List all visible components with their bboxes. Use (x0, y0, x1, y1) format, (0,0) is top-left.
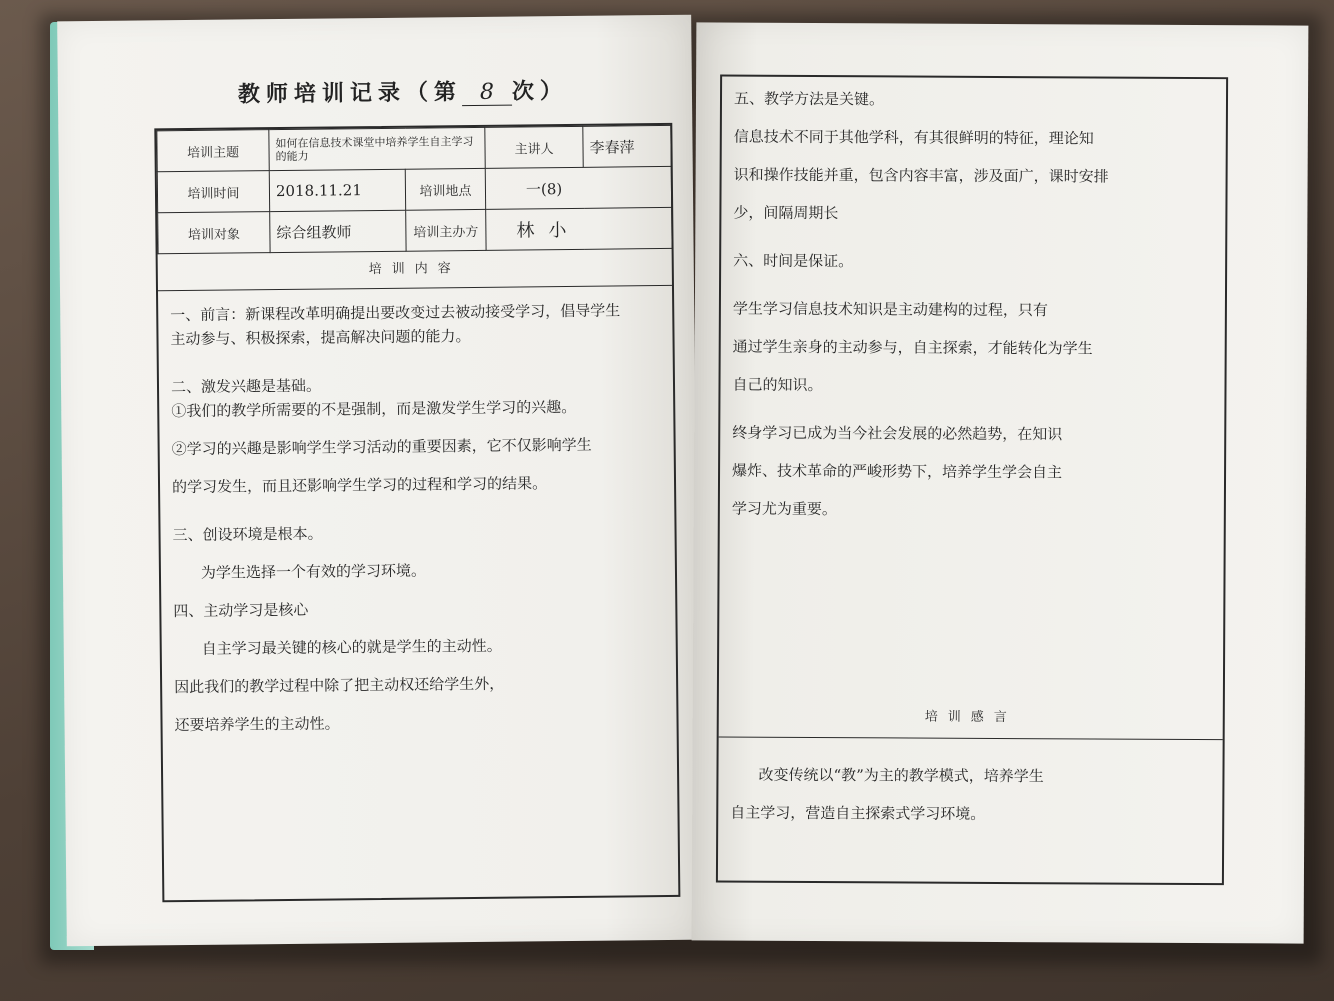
info-row-topic (157, 125, 671, 171)
content-line: 为学生选择一个有效的学习环境。 (200, 561, 427, 582)
content-line: ②学习的兴趣是影响学生学习活动的重要因素，它不仅影响学生 (171, 435, 592, 459)
content-line: 四、主动学习是核心 (173, 600, 309, 621)
content-line: 六、时间是保证。 (733, 251, 854, 271)
time-value: 2018.11.21 (269, 169, 405, 211)
feelings-line: 改变传统以“教”为主的教学模式，培养学生 (758, 765, 1044, 786)
content-body-left (158, 286, 677, 737)
content-line: 终身学习已成为当今社会发展的必然趋势，在知识 (732, 423, 1063, 444)
content-line: 一、前言：新课程改革明确提出要改变过去被动接受学习，倡导学生 (170, 301, 621, 325)
content-line: 二、激发兴趣是基础。 (170, 376, 322, 397)
info-table (156, 125, 672, 254)
content-heading: 培训内容 (158, 249, 672, 291)
content-line: 自主学习最关键的核心的就是学生的主动性。 (201, 636, 502, 658)
record-form (154, 123, 680, 902)
place-label: 培训地点 (405, 168, 485, 210)
record-title (238, 74, 578, 109)
audience-value: 综合组教师 (270, 210, 406, 252)
time-label: 培训时间 (157, 171, 269, 213)
record-form-continued (716, 75, 1228, 886)
speaker-value: 李春萍 (583, 125, 671, 167)
organizer-label: 培训主办方 (406, 209, 486, 251)
training-session-number: 8 (462, 80, 512, 107)
speaker-label: 主讲人 (485, 126, 583, 168)
info-row-time (157, 166, 671, 212)
content-line: 信息技术不同于其他学科，有其很鲜明的特征，理论知 (733, 127, 1094, 148)
content-line: 五、教学方法是关键。 (733, 89, 885, 109)
content-line: 的学习发生，而且还影响学生学习的过程和学习的结果。 (171, 474, 548, 497)
content-line: 通过学生亲身的主动参与，自主探索，才能转化为学生 (732, 337, 1093, 358)
topic-label: 培训主题 (157, 130, 269, 172)
content-body-right (720, 77, 1226, 524)
left-page (57, 15, 701, 947)
title-suffix: 次） (511, 79, 569, 105)
organizer-value: 林小 (486, 207, 672, 250)
feelings-body (718, 753, 1222, 838)
title-prefix: 教师培训记录（第 (237, 80, 463, 108)
audience-label: 培训对象 (158, 212, 270, 254)
place-value: 一(8) (485, 166, 671, 209)
content-line: 爆炸、技术革命的严峻形势下，培养学生学会自主 (732, 461, 1063, 482)
right-page (692, 22, 1309, 943)
content-line: ①我们的教学所需要的不是强制，而是激发学生学习的兴趣。 (171, 397, 577, 421)
content-line: 识和操作技能并重，包含内容丰富，涉及面广，课时安排 (733, 165, 1109, 186)
content-line: 少，间隔周期长 (733, 203, 839, 223)
content-line: 三、创设环境是根本。 (172, 524, 323, 545)
content-line: 学习尤为重要。 (731, 499, 837, 519)
content-line: 学生学习信息技术知识是主动建构的过程，只有 (732, 299, 1048, 320)
content-line: 主动参与、积极探索，提高解决问题的能力。 (170, 327, 471, 349)
feelings-heading: 培训感言 (719, 697, 1223, 741)
content-line: 因此我们的教学过程中除了把主动权还给学生外， (174, 674, 505, 697)
info-row-audience (158, 207, 672, 253)
content-line: 自己的知识。 (732, 375, 823, 395)
topic-value: 如何在信息技术课堂中培养学生自主学习的能力 (269, 127, 485, 170)
feelings-line: 自主学习，营造自主探索式学习环境。 (730, 803, 986, 823)
content-line: 还要培养学生的主动性。 (174, 714, 340, 735)
